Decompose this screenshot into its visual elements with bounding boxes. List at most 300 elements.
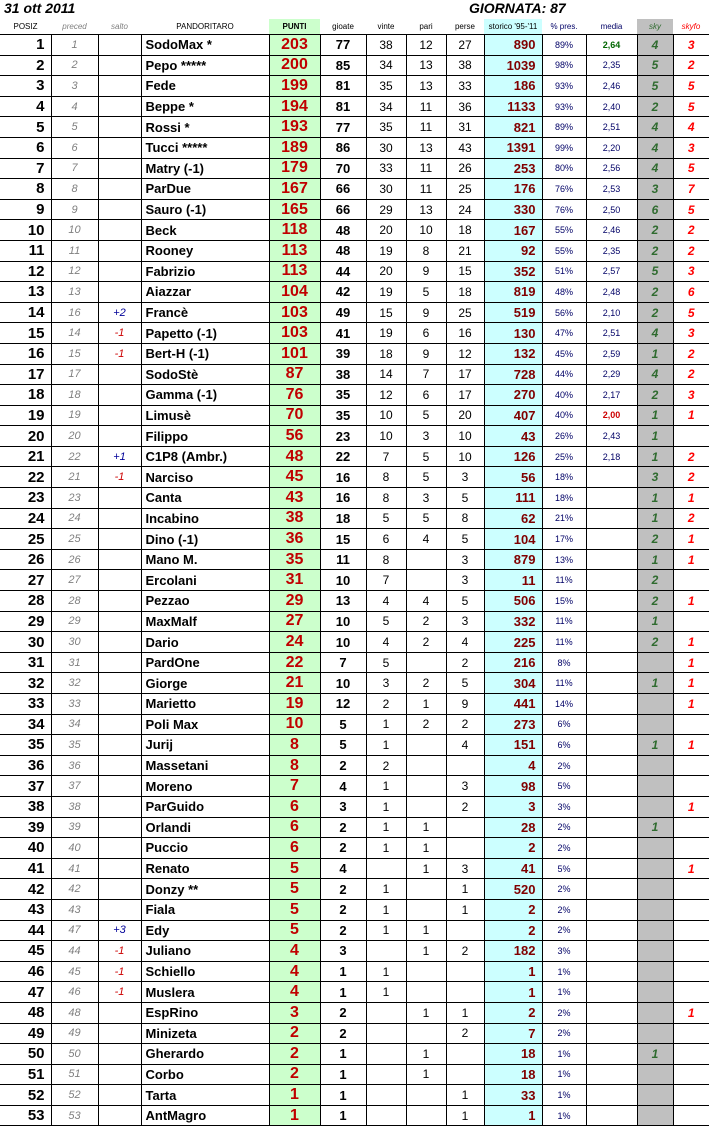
position-cell: 13: [0, 282, 51, 303]
lost-cell: 3: [446, 858, 484, 879]
sky-cell: [637, 941, 673, 962]
historic-cell: 111: [484, 488, 542, 509]
drawn-cell: 6: [406, 385, 446, 406]
drawn-cell: 13: [406, 199, 446, 220]
average-cell: [586, 776, 637, 797]
table-row: [0, 796, 709, 817]
drawn-cell: [406, 755, 446, 776]
attendance-cell: 3%: [542, 796, 586, 817]
historic-cell: 7: [484, 1023, 542, 1044]
drawn-cell: [406, 961, 446, 982]
player-name-cell: Beck: [141, 220, 269, 241]
won-cell: [366, 1002, 406, 1023]
player-name-cell: Gherardo: [141, 1044, 269, 1065]
skyfo-cell: 3: [673, 261, 709, 282]
col-header-pandoritaro: PANDORITARO: [141, 19, 269, 35]
average-cell: 2,43: [586, 426, 637, 447]
table-row: [0, 858, 709, 879]
points-cell: 29: [269, 591, 320, 612]
average-cell: 2,46: [586, 76, 637, 97]
lost-cell: 18: [446, 220, 484, 241]
position-change-cell: +1: [98, 446, 141, 467]
table-row: [0, 508, 709, 529]
points-cell: 103: [269, 323, 320, 344]
attendance-cell: 11%: [542, 632, 586, 653]
table-row: [0, 982, 709, 1003]
historic-cell: 216: [484, 652, 542, 673]
position-cell: 28: [0, 591, 51, 612]
points-cell: 48: [269, 446, 320, 467]
skyfo-cell: [673, 899, 709, 920]
points-cell: 179: [269, 158, 320, 179]
skyfo-cell: [673, 755, 709, 776]
drawn-cell: 1: [406, 941, 446, 962]
attendance-cell: 1%: [542, 1105, 586, 1126]
player-name-cell: Marietto: [141, 694, 269, 715]
previous-position-cell: 23: [51, 488, 98, 509]
points-cell: 76: [269, 385, 320, 406]
drawn-cell: 13: [406, 137, 446, 158]
col-header-sky: sky: [637, 19, 673, 35]
sky-cell: [637, 961, 673, 982]
previous-position-cell: 4: [51, 96, 98, 117]
won-cell: 38: [366, 35, 406, 56]
player-name-cell: Papetto (-1): [141, 323, 269, 344]
sky-cell: 2: [637, 282, 673, 303]
previous-position-cell: 16: [51, 302, 98, 323]
attendance-cell: 6%: [542, 735, 586, 756]
won-cell: 19: [366, 282, 406, 303]
played-cell: 1: [320, 1064, 366, 1085]
drawn-cell: 8: [406, 240, 446, 261]
player-name-cell: Edy: [141, 920, 269, 941]
skyfo-cell: [673, 1064, 709, 1085]
position-change-cell: [98, 240, 141, 261]
points-cell: 6: [269, 838, 320, 859]
lost-cell: 8: [446, 508, 484, 529]
historic-cell: 167: [484, 220, 542, 241]
lost-cell: 18: [446, 282, 484, 303]
drawn-cell: 5: [406, 282, 446, 303]
previous-position-cell: 11: [51, 240, 98, 261]
skyfo-cell: [673, 714, 709, 735]
sky-cell: [637, 858, 673, 879]
col-header-preced: preced: [51, 19, 98, 35]
average-cell: [586, 796, 637, 817]
position-change-cell: [98, 529, 141, 550]
points-cell: 167: [269, 179, 320, 200]
position-change-cell: [98, 673, 141, 694]
report-date: 31 ott 2011: [4, 0, 76, 16]
position-cell: 32: [0, 673, 51, 694]
lost-cell: 24: [446, 199, 484, 220]
table-row: [0, 364, 709, 385]
sky-cell: 1: [637, 673, 673, 694]
points-cell: 1: [269, 1085, 320, 1106]
position-cell: 21: [0, 446, 51, 467]
sky-cell: 1: [637, 611, 673, 632]
won-cell: 7: [366, 446, 406, 467]
attendance-cell: 2%: [542, 817, 586, 838]
historic-cell: 1039: [484, 55, 542, 76]
drawn-cell: 11: [406, 96, 446, 117]
table-row: [0, 76, 709, 97]
attendance-cell: 18%: [542, 488, 586, 509]
position-cell: 30: [0, 632, 51, 653]
previous-position-cell: 14: [51, 323, 98, 344]
player-name-cell: Sauro (-1): [141, 199, 269, 220]
position-cell: 35: [0, 735, 51, 756]
attendance-cell: 5%: [542, 858, 586, 879]
historic-cell: 330: [484, 199, 542, 220]
col-header-punti: PUNTI: [269, 19, 320, 35]
title-bar: [0, 0, 709, 19]
sky-cell: [637, 796, 673, 817]
attendance-cell: 2%: [542, 1002, 586, 1023]
table-row: [0, 1085, 709, 1106]
attendance-cell: 44%: [542, 364, 586, 385]
drawn-cell: 6: [406, 323, 446, 344]
skyfo-cell: [673, 570, 709, 591]
historic-cell: 821: [484, 117, 542, 138]
skyfo-cell: 5: [673, 96, 709, 117]
position-cell: 2: [0, 55, 51, 76]
sky-cell: 4: [637, 323, 673, 344]
historic-cell: 126: [484, 446, 542, 467]
sky-cell: 2: [637, 220, 673, 241]
won-cell: 14: [366, 364, 406, 385]
won-cell: 35: [366, 76, 406, 97]
attendance-cell: 1%: [542, 961, 586, 982]
col-header-pari: pari: [406, 19, 446, 35]
won-cell: 30: [366, 179, 406, 200]
sky-cell: 1: [637, 549, 673, 570]
lost-cell: 2: [446, 652, 484, 673]
position-change-cell: [98, 694, 141, 715]
points-cell: 118: [269, 220, 320, 241]
table-row: [0, 426, 709, 447]
played-cell: 1: [320, 1044, 366, 1065]
played-cell: 3: [320, 796, 366, 817]
attendance-cell: 40%: [542, 385, 586, 406]
previous-position-cell: 25: [51, 529, 98, 550]
lost-cell: [446, 755, 484, 776]
drawn-cell: 2: [406, 632, 446, 653]
sky-cell: 4: [637, 364, 673, 385]
average-cell: 2,46: [586, 220, 637, 241]
average-cell: [586, 961, 637, 982]
previous-position-cell: 19: [51, 405, 98, 426]
won-cell: 20: [366, 261, 406, 282]
won-cell: 29: [366, 199, 406, 220]
attendance-cell: 1%: [542, 1044, 586, 1065]
played-cell: 86: [320, 137, 366, 158]
position-change-cell: [98, 35, 141, 56]
points-cell: 3: [269, 1002, 320, 1023]
sky-cell: 4: [637, 35, 673, 56]
played-cell: 10: [320, 570, 366, 591]
played-cell: 5: [320, 735, 366, 756]
table-row: [0, 961, 709, 982]
position-change-cell: [98, 364, 141, 385]
previous-position-cell: 48: [51, 1002, 98, 1023]
skyfo-cell: 1: [673, 488, 709, 509]
average-cell: [586, 529, 637, 550]
player-name-cell: AntMagro: [141, 1105, 269, 1126]
skyfo-cell: 1: [673, 673, 709, 694]
points-cell: 5: [269, 879, 320, 900]
position-change-cell: [98, 755, 141, 776]
lost-cell: 5: [446, 591, 484, 612]
player-name-cell: Orlandi: [141, 817, 269, 838]
points-cell: 27: [269, 611, 320, 632]
position-change-cell: [98, 1064, 141, 1085]
won-cell: 1: [366, 796, 406, 817]
skyfo-cell: 2: [673, 55, 709, 76]
average-cell: 2,51: [586, 117, 637, 138]
average-cell: 2,48: [586, 282, 637, 303]
sky-cell: 1: [637, 343, 673, 364]
sky-cell: [637, 652, 673, 673]
player-name-cell: SodoMax *: [141, 35, 269, 56]
skyfo-cell: [673, 838, 709, 859]
skyfo-cell: 3: [673, 137, 709, 158]
played-cell: 81: [320, 76, 366, 97]
skyfo-cell: 1: [673, 591, 709, 612]
points-cell: 45: [269, 467, 320, 488]
average-cell: [586, 488, 637, 509]
skyfo-cell: 1: [673, 796, 709, 817]
points-cell: 101: [269, 343, 320, 364]
table-row: [0, 405, 709, 426]
player-name-cell: Minizeta: [141, 1023, 269, 1044]
position-change-cell: [98, 817, 141, 838]
drawn-cell: 5: [406, 446, 446, 467]
points-cell: 4: [269, 961, 320, 982]
player-name-cell: MaxMalf: [141, 611, 269, 632]
previous-position-cell: 51: [51, 1064, 98, 1085]
historic-cell: 176: [484, 179, 542, 200]
position-change-cell: [98, 1023, 141, 1044]
position-change-cell: -1: [98, 467, 141, 488]
player-name-cell: Incabino: [141, 508, 269, 529]
matchday-label: GIORNATA: 87: [469, 0, 566, 16]
average-cell: [586, 570, 637, 591]
position-change-cell: [98, 735, 141, 756]
table-row: [0, 385, 709, 406]
won-cell: 7: [366, 570, 406, 591]
attendance-cell: 55%: [542, 220, 586, 241]
skyfo-cell: [673, 1023, 709, 1044]
position-change-cell: [98, 632, 141, 653]
table-row: [0, 1044, 709, 1065]
attendance-cell: 11%: [542, 673, 586, 694]
historic-cell: 352: [484, 261, 542, 282]
lost-cell: 1: [446, 1002, 484, 1023]
lost-cell: 31: [446, 117, 484, 138]
position-cell: 14: [0, 302, 51, 323]
table-row: [0, 282, 709, 303]
player-name-cell: Mano M.: [141, 549, 269, 570]
played-cell: 77: [320, 35, 366, 56]
drawn-cell: [406, 899, 446, 920]
position-change-cell: [98, 714, 141, 735]
table-row: [0, 199, 709, 220]
table-row: [0, 158, 709, 179]
table-row: [0, 488, 709, 509]
skyfo-cell: 1: [673, 632, 709, 653]
position-change-cell: [98, 282, 141, 303]
points-cell: 189: [269, 137, 320, 158]
average-cell: 2,10: [586, 302, 637, 323]
player-name-cell: SodoStè: [141, 364, 269, 385]
lost-cell: 43: [446, 137, 484, 158]
lost-cell: 20: [446, 405, 484, 426]
sky-cell: 2: [637, 591, 673, 612]
position-cell: 33: [0, 694, 51, 715]
attendance-cell: 2%: [542, 838, 586, 859]
previous-position-cell: 17: [51, 364, 98, 385]
played-cell: 18: [320, 508, 366, 529]
points-cell: 5: [269, 858, 320, 879]
col-header-posiz: POSIZ: [0, 19, 51, 35]
position-cell: 34: [0, 714, 51, 735]
won-cell: 1: [366, 982, 406, 1003]
position-cell: 41: [0, 858, 51, 879]
historic-cell: 28: [484, 817, 542, 838]
played-cell: 1: [320, 982, 366, 1003]
played-cell: 3: [320, 941, 366, 962]
points-cell: 6: [269, 817, 320, 838]
drawn-cell: 13: [406, 55, 446, 76]
col-header-skyfo: skyfo: [673, 19, 709, 35]
historic-cell: 1391: [484, 137, 542, 158]
won-cell: 5: [366, 611, 406, 632]
player-name-cell: Donzy **: [141, 879, 269, 900]
skyfo-cell: [673, 879, 709, 900]
table-row: [0, 179, 709, 200]
played-cell: 1: [320, 1085, 366, 1106]
historic-cell: 130: [484, 323, 542, 344]
position-cell: 16: [0, 343, 51, 364]
skyfo-cell: 1: [673, 652, 709, 673]
historic-cell: 98: [484, 776, 542, 797]
skyfo-cell: 1: [673, 858, 709, 879]
points-cell: 194: [269, 96, 320, 117]
previous-position-cell: 34: [51, 714, 98, 735]
won-cell: 3: [366, 673, 406, 694]
drawn-cell: 11: [406, 179, 446, 200]
attendance-cell: 98%: [542, 55, 586, 76]
played-cell: 85: [320, 55, 366, 76]
played-cell: 2: [320, 838, 366, 859]
historic-cell: 18: [484, 1064, 542, 1085]
average-cell: 2,59: [586, 343, 637, 364]
position-change-cell: [98, 199, 141, 220]
lost-cell: [446, 817, 484, 838]
average-cell: 2,53: [586, 179, 637, 200]
played-cell: 44: [320, 261, 366, 282]
player-name-cell: Narciso: [141, 467, 269, 488]
sky-cell: 2: [637, 385, 673, 406]
position-change-cell: [98, 570, 141, 591]
table-row: [0, 735, 709, 756]
previous-position-cell: 35: [51, 735, 98, 756]
position-cell: 49: [0, 1023, 51, 1044]
sky-cell: 4: [637, 158, 673, 179]
points-cell: 43: [269, 488, 320, 509]
points-cell: 38: [269, 508, 320, 529]
position-cell: 25: [0, 529, 51, 550]
played-cell: 4: [320, 776, 366, 797]
position-cell: 51: [0, 1064, 51, 1085]
skyfo-cell: [673, 961, 709, 982]
played-cell: 15: [320, 529, 366, 550]
average-cell: 2,00: [586, 405, 637, 426]
points-cell: 5: [269, 899, 320, 920]
attendance-cell: 5%: [542, 776, 586, 797]
player-name-cell: Jurij: [141, 735, 269, 756]
position-cell: 12: [0, 261, 51, 282]
table-row: [0, 652, 709, 673]
skyfo-cell: [673, 1085, 709, 1106]
position-change-cell: +3: [98, 920, 141, 941]
previous-position-cell: 20: [51, 426, 98, 447]
position-cell: 44: [0, 920, 51, 941]
previous-position-cell: 2: [51, 55, 98, 76]
won-cell: 10: [366, 426, 406, 447]
sky-cell: [637, 920, 673, 941]
historic-cell: 41: [484, 858, 542, 879]
lost-cell: 5: [446, 673, 484, 694]
sky-cell: [637, 714, 673, 735]
attendance-cell: 47%: [542, 323, 586, 344]
previous-position-cell: 40: [51, 838, 98, 859]
historic-cell: 4: [484, 755, 542, 776]
historic-cell: 2: [484, 838, 542, 859]
sky-cell: 1: [637, 508, 673, 529]
average-cell: [586, 467, 637, 488]
previous-position-cell: 39: [51, 817, 98, 838]
lost-cell: [446, 982, 484, 1003]
previous-position-cell: 45: [51, 961, 98, 982]
lost-cell: 25: [446, 179, 484, 200]
won-cell: 34: [366, 55, 406, 76]
position-cell: 50: [0, 1044, 51, 1065]
attendance-cell: 2%: [542, 899, 586, 920]
player-name-cell: Tarta: [141, 1085, 269, 1106]
lost-cell: 10: [446, 446, 484, 467]
attendance-cell: 2%: [542, 755, 586, 776]
position-change-cell: [98, 858, 141, 879]
historic-cell: 182: [484, 941, 542, 962]
won-cell: [366, 1044, 406, 1065]
skyfo-cell: 2: [673, 343, 709, 364]
points-cell: 22: [269, 652, 320, 673]
skyfo-cell: 2: [673, 220, 709, 241]
drawn-cell: 4: [406, 529, 446, 550]
points-cell: 200: [269, 55, 320, 76]
drawn-cell: [406, 735, 446, 756]
position-cell: 22: [0, 467, 51, 488]
position-change-cell: [98, 385, 141, 406]
played-cell: 66: [320, 179, 366, 200]
sky-cell: [637, 879, 673, 900]
previous-position-cell: 13: [51, 282, 98, 303]
won-cell: 1: [366, 776, 406, 797]
drawn-cell: 5: [406, 467, 446, 488]
won-cell: 6: [366, 529, 406, 550]
